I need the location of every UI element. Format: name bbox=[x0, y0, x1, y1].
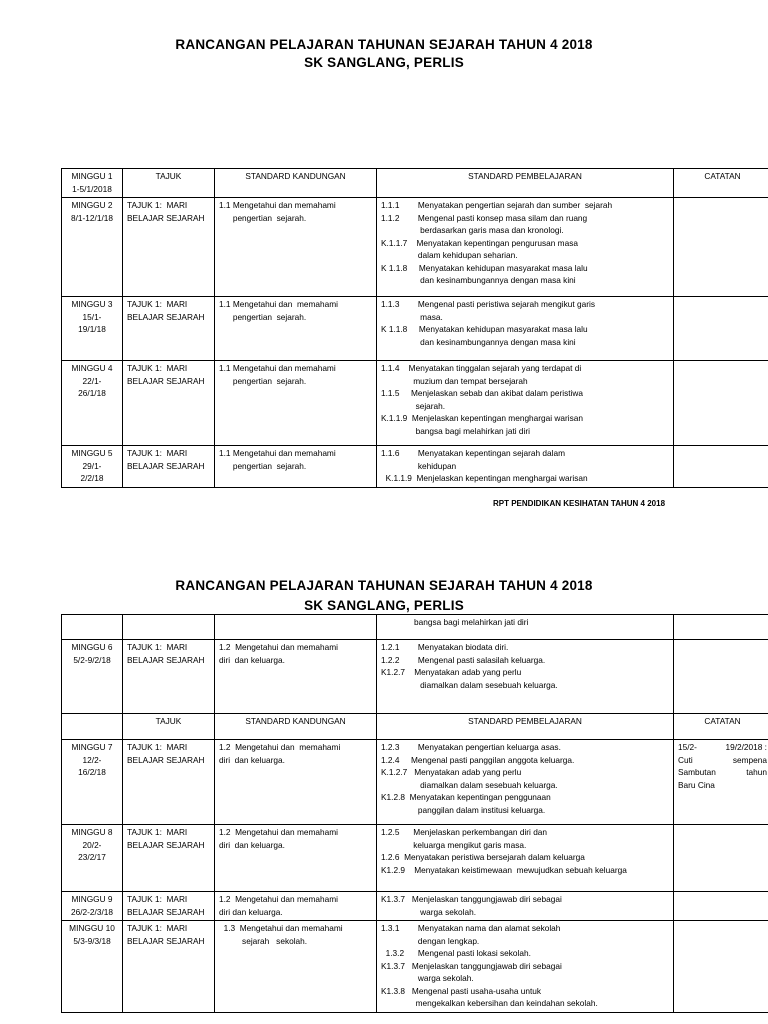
sp-line: 1.2.5 Menjelaskan perkembangan diri dan bbox=[381, 827, 548, 837]
sp-line: berdasarkan garis masa dan kronologi. bbox=[381, 225, 564, 235]
tajuk-line: BELAJAR SEJARAH bbox=[127, 375, 205, 386]
catatan-cell bbox=[674, 921, 768, 1013]
week-cell bbox=[62, 921, 123, 1013]
week-line: MINGGU 7 bbox=[71, 742, 113, 752]
table-row bbox=[62, 297, 768, 361]
week-line: MINGGU 4 bbox=[71, 363, 113, 373]
sp-cell bbox=[377, 921, 674, 1013]
sp-line: diamalkan dalam sesebuah keluarga. bbox=[381, 779, 558, 790]
sk-line: pengertian sejarah. bbox=[219, 460, 307, 471]
sp-line: warga sekolah. bbox=[381, 973, 474, 983]
week-line: 19/1/18 bbox=[78, 324, 106, 334]
sp-line: K1.2.9 Menyatakan keistimewaan mewujudkan sebuah keluarga bbox=[381, 864, 627, 875]
sp-line: 1.3.2 Mengenal pasti lokasi sekolah. bbox=[381, 948, 531, 958]
week-line: 12/2- bbox=[82, 754, 102, 765]
sp-line: bangsa bagi melahirkan jati diri bbox=[381, 425, 530, 436]
sp-line: 1.1.6 Menyatakan kepentingan sejarah dalam bbox=[381, 448, 566, 458]
tajuk-line: TAJUK 1: MARI bbox=[127, 299, 188, 309]
table-row bbox=[62, 446, 768, 488]
sk-line: 1.1 Mengetahui dan memahami bbox=[219, 363, 336, 373]
sp-line: bangsa bagi melahirkan jati diri bbox=[414, 617, 529, 627]
table-row bbox=[62, 640, 768, 714]
sp-line: K1.2.7 Menyatakan adab yang perlu bbox=[381, 667, 522, 677]
sk-line: pengertian sejarah. bbox=[219, 311, 307, 322]
sk-cell bbox=[215, 740, 377, 825]
week-line: 29/1- bbox=[82, 460, 102, 471]
catatan-word: sempena bbox=[732, 754, 767, 765]
header-standard-kandungan: STANDARD KANDUNGAN bbox=[215, 714, 377, 740]
sk-line: diri dan keluarga. bbox=[219, 906, 283, 917]
sp-line: K.1.1.7 Menyatakan kepentingan pengurusan masa bbox=[381, 237, 578, 248]
sp-line: panggilan dalam institusi keluarga. bbox=[381, 804, 546, 815]
catatan-word: tahun bbox=[746, 767, 767, 777]
sp-line: K.1.2.7 Menyatakan adab yang perlu bbox=[381, 767, 522, 777]
week-line: 26/1/18 bbox=[78, 388, 106, 398]
sk-line: pengertian sejarah. bbox=[219, 212, 307, 223]
sp-line: K.1.1.9 Menjelaskan kepentingan menghargai warisan bbox=[381, 473, 588, 483]
week-line: MINGGU 9 bbox=[71, 894, 113, 904]
school-name: SK SANGLANG, PERLIS bbox=[304, 55, 464, 70]
week-line: 22/1- bbox=[82, 375, 102, 386]
week-line: 8/1-12/1/18 bbox=[71, 212, 113, 223]
week-line: 5/2-9/2/18 bbox=[73, 654, 111, 665]
sp-line: 1.2.6 Menyatakan peristiwa bersejarah dalam keluarga bbox=[381, 852, 585, 862]
header-tajuk: TAJUK bbox=[123, 169, 215, 198]
week-line: 20/2- bbox=[82, 839, 102, 850]
sp-line: muzium dan tempat bersejarah bbox=[381, 375, 528, 386]
rpt-table-2 bbox=[61, 614, 768, 1013]
table-row bbox=[62, 615, 768, 640]
table-row bbox=[62, 921, 768, 1013]
sp-line: 1.2.4 Mengenal pasti panggilan anggota keluarga. bbox=[381, 754, 575, 765]
tajuk-cell bbox=[123, 825, 215, 892]
week-line: MINGGU 5 bbox=[71, 448, 113, 458]
sp-line: 1.1.2 Mengenal pasti konsep masa silam dan ruang bbox=[381, 212, 588, 223]
week-cell bbox=[62, 361, 123, 446]
sk-line: 1.2 Mengetahui dan memahami bbox=[219, 642, 338, 652]
sk-line: diri dan keluarga. bbox=[219, 654, 285, 665]
sp-cell bbox=[377, 825, 674, 892]
week-cell bbox=[62, 825, 123, 892]
sk-cell bbox=[215, 615, 377, 640]
week-cell bbox=[62, 297, 123, 361]
tajuk-cell bbox=[123, 297, 215, 361]
sp-line: keluarga mengikut garis masa. bbox=[381, 839, 527, 850]
tajuk-cell bbox=[123, 615, 215, 640]
sp-line: 1.2.2 Mengenal pasti salasilah keluarga. bbox=[381, 654, 546, 665]
sk-line: 1.2 Mengetahui dan memahami bbox=[219, 827, 338, 837]
catatan-cell bbox=[674, 825, 768, 892]
week-cell bbox=[62, 198, 123, 297]
sp-line: K1.3.7 Menjelaskan tanggungjawab diri sebagai bbox=[381, 894, 562, 904]
sp-cell bbox=[377, 297, 674, 361]
header-standard-kandungan: STANDARD KANDUNGAN bbox=[215, 169, 377, 198]
week-line: 16/2/18 bbox=[78, 767, 106, 777]
header-standard-pembelajaran: STANDARD PEMBELAJARAN bbox=[377, 169, 674, 198]
header-catatan: CATATAN bbox=[674, 714, 768, 740]
tajuk-line: TAJUK 1: MARI bbox=[127, 363, 188, 373]
catatan-cell bbox=[674, 640, 768, 714]
tajuk-line: BELAJAR SEJARAH bbox=[127, 311, 205, 322]
page-title-2: RANCANGAN PELAJARAN TAHUNAN SEJARAH TAHUN 4 2018 bbox=[175, 578, 593, 593]
catatan-cell bbox=[674, 892, 768, 921]
header-minggu-line: 1-5/1/2018 bbox=[72, 183, 112, 194]
sp-cell bbox=[377, 198, 674, 297]
sp-line: 1.1.1 Menyatakan pengertian sejarah dan sumber sejarah bbox=[381, 200, 613, 210]
catatan-cell bbox=[674, 446, 768, 488]
table-header-row bbox=[62, 169, 768, 198]
catatan-line bbox=[678, 766, 767, 779]
table-row bbox=[62, 361, 768, 446]
sp-line: 1.1.5 Menjelaskan sebab dan akibat dalam peristiwa bbox=[381, 388, 584, 398]
sk-line: diri dan keluarga. bbox=[219, 839, 285, 850]
table-row bbox=[62, 198, 768, 297]
header-catatan: CATATAN bbox=[674, 169, 768, 198]
table-row bbox=[62, 740, 768, 825]
catatan-word: Baru Cina bbox=[678, 779, 715, 790]
week-line: MINGGU 6 bbox=[71, 642, 113, 652]
week-line: 5/3-9/3/18 bbox=[73, 935, 111, 946]
tajuk-line: BELAJAR SEJARAH bbox=[127, 654, 205, 665]
catatan-cell bbox=[674, 740, 768, 825]
tajuk-line: TAJUK 1: MARI bbox=[127, 923, 188, 933]
sk-line: pengertian sejarah. bbox=[219, 375, 307, 386]
footer-note: RPT PENDIDIKAN KESIHATAN TAHUN 4 2018 bbox=[493, 499, 666, 508]
tajuk-cell bbox=[123, 740, 215, 825]
sp-line: dan kesinambungannya dengan masa kini bbox=[381, 336, 576, 347]
catatan-word: Sambutan bbox=[678, 767, 716, 777]
tajuk-cell bbox=[123, 361, 215, 446]
catatan-line bbox=[678, 754, 767, 767]
sk-line: diri dan keluarga. bbox=[219, 754, 285, 765]
catatan-word: 19/2/2018 : bbox=[725, 742, 767, 752]
sk-line: 1.1 Mengetahui dan memahami bbox=[219, 448, 336, 458]
sp-line: K1.3.8 Mengenal pasti usaha-usaha untuk bbox=[381, 985, 542, 996]
catatan-word: 15/2- bbox=[678, 742, 697, 752]
sp-line: 1.3.1 Menyatakan nama dan alamat sekolah bbox=[381, 923, 561, 933]
sk-line: sejarah sekolah. bbox=[219, 935, 308, 946]
sp-line: K.1.1.9 Menjelaskan kepentingan menghargai warisan bbox=[381, 413, 584, 423]
sp-line: dan kesinambungannya dengan masa kini bbox=[381, 275, 576, 285]
sp-line: K 1.1.8 Menyatakan kehidupan masyarakat masa lalu bbox=[381, 262, 588, 273]
tajuk-line: BELAJAR SEJARAH bbox=[127, 460, 205, 471]
sp-line: K 1.1.8 Menyatakan kehidupan masyarakat masa lalu bbox=[381, 324, 588, 334]
sk-cell bbox=[215, 297, 377, 361]
table-row bbox=[62, 825, 768, 892]
tajuk-line: BELAJAR SEJARAH bbox=[127, 906, 205, 917]
catatan-cell bbox=[674, 361, 768, 446]
sp-line: K1.2.8 Menyatakan kepentingan penggunaan bbox=[381, 792, 551, 802]
school-name-2: SK SANGLANG, PERLIS bbox=[304, 598, 464, 613]
sp-cell bbox=[377, 640, 674, 714]
sp-line: 1.2.1 Menyatakan biodata diri. bbox=[381, 642, 509, 652]
sk-line: 1.3 Mengetahui dan memahami bbox=[219, 923, 343, 933]
tajuk-line: TAJUK 1: MARI bbox=[127, 448, 188, 458]
sk-cell bbox=[215, 825, 377, 892]
sk-cell bbox=[215, 892, 377, 921]
header-tajuk: TAJUK bbox=[123, 714, 215, 740]
week-line: 23/2/17 bbox=[78, 852, 106, 862]
tajuk-cell bbox=[123, 446, 215, 488]
week-line: 2/2/18 bbox=[80, 473, 104, 483]
sp-line: masa. bbox=[381, 311, 443, 322]
week-line: 26/2-2/3/18 bbox=[71, 906, 113, 917]
week-cell bbox=[62, 615, 123, 640]
header-minggu bbox=[62, 714, 123, 740]
sp-line: warga sekolah. bbox=[381, 906, 476, 917]
rpt-table-1 bbox=[61, 168, 768, 488]
sp-line: mengekalkan kebersihan dan keindahan sekolah. bbox=[381, 998, 598, 1008]
sp-line: diamalkan dalam sesebuah keluarga. bbox=[381, 679, 558, 690]
tajuk-line: TAJUK 1: MARI bbox=[127, 827, 188, 837]
sp-line: dalam kehidupan seharian. bbox=[381, 250, 518, 260]
tajuk-cell bbox=[123, 921, 215, 1013]
sk-line: 1.2 Mengetahui dan memahami bbox=[219, 894, 338, 904]
tajuk-cell bbox=[123, 640, 215, 714]
sp-cell bbox=[377, 615, 674, 640]
sk-line: 1.1 Mengetahui dan memahami bbox=[219, 200, 336, 210]
table-header-row bbox=[62, 714, 768, 740]
week-cell bbox=[62, 892, 123, 921]
catatan-cell bbox=[674, 297, 768, 361]
tajuk-line: TAJUK 1: MARI bbox=[127, 742, 188, 752]
sp-line: sejarah. bbox=[381, 400, 446, 411]
tajuk-line: BELAJAR SEJARAH bbox=[127, 839, 205, 850]
week-cell bbox=[62, 446, 123, 488]
sp-line: 1.1.3 Mengenal pasti peristiwa sejarah mengikut garis bbox=[381, 299, 595, 309]
week-line: 15/1- bbox=[82, 311, 102, 322]
week-cell bbox=[62, 640, 123, 714]
sk-cell bbox=[215, 640, 377, 714]
catatan-line bbox=[678, 741, 767, 754]
sp-line: K1.3.7 Menjelaskan tanggungjawab diri sebagai bbox=[381, 960, 562, 971]
sp-cell bbox=[377, 361, 674, 446]
catatan-cell bbox=[674, 198, 768, 297]
tajuk-line: BELAJAR SEJARAH bbox=[127, 212, 205, 223]
tajuk-cell bbox=[123, 198, 215, 297]
tajuk-line: BELAJAR SEJARAH bbox=[127, 935, 205, 946]
catatan-word: Cuti bbox=[678, 754, 693, 765]
header-standard-pembelajaran: STANDARD PEMBELAJARAN bbox=[377, 714, 674, 740]
header-minggu bbox=[62, 169, 123, 198]
catatan-cell bbox=[674, 615, 768, 640]
sp-line: kehidupan bbox=[381, 460, 457, 471]
sp-line: dengan lengkap. bbox=[381, 935, 480, 946]
tajuk-line: BELAJAR SEJARAH bbox=[127, 754, 205, 765]
week-line: MINGGU 10 bbox=[69, 923, 115, 933]
tajuk-line: TAJUK 1: MARI bbox=[127, 642, 188, 652]
page-title: RANCANGAN PELAJARAN TAHUNAN SEJARAH TAHUN 4 2018 bbox=[175, 37, 593, 52]
tajuk-line: TAJUK 1: MARI bbox=[127, 200, 188, 210]
sk-cell bbox=[215, 921, 377, 1013]
sk-line: 1.1 Mengetahui dan memahami bbox=[219, 299, 338, 309]
table-row bbox=[62, 892, 768, 921]
tajuk-cell bbox=[123, 892, 215, 921]
sp-cell bbox=[377, 740, 674, 825]
week-cell bbox=[62, 740, 123, 825]
sp-cell bbox=[377, 892, 674, 921]
week-line: MINGGU 8 bbox=[71, 827, 113, 837]
catatan-line bbox=[678, 779, 767, 792]
sk-cell bbox=[215, 198, 377, 297]
sp-line: 1.2.3 Menyatakan pengertian keluarga asas. bbox=[381, 742, 561, 752]
sk-cell bbox=[215, 361, 377, 446]
sk-cell bbox=[215, 446, 377, 488]
sk-line: 1.2 Mengetahui dan memahami bbox=[219, 742, 341, 752]
header-minggu-line: MINGGU 1 bbox=[71, 171, 113, 181]
tajuk-line: TAJUK 1: MARI bbox=[127, 894, 188, 904]
week-line: MINGGU 3 bbox=[71, 299, 113, 309]
sp-line: 1.1.4 Menyatakan tinggalan sejarah yang terdapat di bbox=[381, 363, 582, 373]
week-line: MINGGU 2 bbox=[71, 200, 113, 210]
sp-cell bbox=[377, 446, 674, 488]
